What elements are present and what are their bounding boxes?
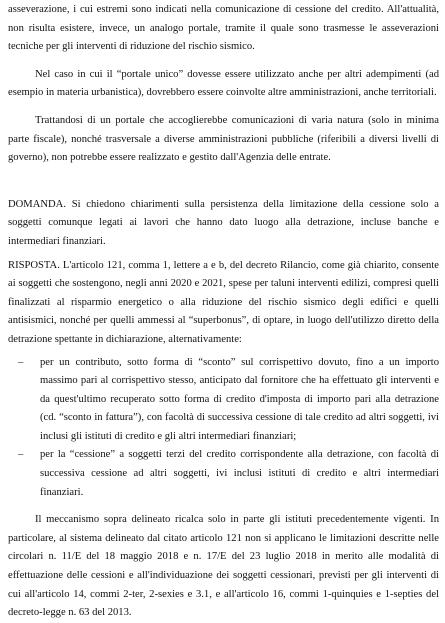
answer-paragraph: RISPOSTA. L'articolo 121, comma 1, lettere a e b, del decreto Rilancio, come già chiarito, consente ai soggetti che sostengono, negli anni 2020 e 2021, spese per taluni interventi edilizi, compresi quelli finalizzati al risparmio energetico o alla riduzione del rischio sismico degli edifici e quelli antisismici, nonché per quelli ammessi al “superbonus”, di optare, in luogo dell'utilizzo diretto della detrazione spettante in dichiarazione, alternativamente: bbox=[8, 259, 439, 345]
question-paragraph: DOMANDA. Si chiedono chiarimenti sulla persistenza della limitazione della cessione solo a soggetti comunque legati ai lavori che hanno dato luogo alla detrazione, incluse banche e intermediari finanziari. bbox=[8, 198, 439, 247]
option-cessione-item bbox=[8, 446, 439, 502]
options-list bbox=[8, 354, 439, 503]
option-sconto-text: per un contributo, sotto forma di “sconto” sul corrispettivo dovuto, fino a un importo massimo pari al corrispettivo stesso, anticipato dal fornitore che ha effettuato gli interventi e da quest'ultimo recuperato sotto forma di credito d'imposta di importo pari alla detrazione (cd. “sconto in fattura”), con facoltà di successiva cessione di tale credito ad altri soggetti, ivi inclusi gli istituti di credito e gli altri intermediari finanziari; bbox=[40, 356, 439, 442]
dash-bullet: – bbox=[18, 449, 24, 461]
option-sconto-item bbox=[8, 354, 439, 447]
paragraph-meccanismo: Il meccanismo sopra delineato ricalca solo in parte gli istituti precedentemente vigenti. In particolare, al sistema delineato dal citato articolo 121 non si applicano le limitazioni descritte nelle circolari n. 11/E del 18 maggio 2018 e n. 17/E del 23 luglio 2018 in merito alle modalità di effettuazione delle cessioni e all'individuazione dei soggetti cessionari, previsti per gli interventi di cui all'articolo 14, commi 2-ter, 2-sexies e 3.1, e all'articolo 16, commi 1-quinquies e 1-septies del decreto-legge n. 63 del 2013. bbox=[8, 514, 439, 619]
paragraph-portale-unico: Nel caso in cui il “portale unico” dovesse essere utilizzato anche per altri adempimenti (ad esempio in materia urbanistica), dovrebbero essere coinvolte altre amministrazioni, anche territoriali. bbox=[8, 68, 439, 99]
option-cessione-text: per la “cessione” a soggetti terzi del credito corrispondente alla detrazione, con facoltà di successiva cessione ad altri soggetti, ivi inclusi istituti di credito e altri intermediari finanziari. bbox=[40, 449, 439, 498]
paragraph-trattandosi: Trattandosi di un portale che accoglierebbe comunicazioni di varia natura (solo in minima parte fiscale), nonché trasversale a diverse amministrazioni pubbliche (riferibili a diversi livelli di governo), non potrebbe essere realizzato e gestito dall'Agenzia delle entrate. bbox=[8, 114, 439, 164]
dash-bullet: – bbox=[18, 356, 24, 368]
paragraph-asseverazione: asseverazione, i cui estremi sono indicati nella comunicazione di cessione del credito. All'attualità, non risulta esistere, invece, un analogo portale, tramite il quale sono trasmesse le asseverazioni tecniche per gli interventi di riduzione del rischio sismico. bbox=[8, 4, 439, 53]
